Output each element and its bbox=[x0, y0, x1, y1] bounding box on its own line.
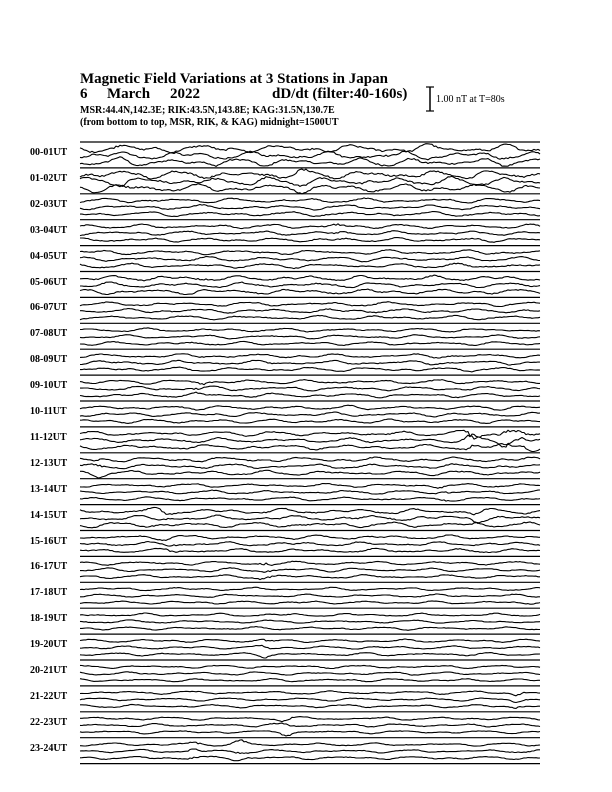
hour-panel-10-11UT bbox=[80, 401, 540, 423]
hour-panels bbox=[80, 142, 540, 764]
hour-panel-20-21UT bbox=[80, 660, 540, 682]
hour-label-17-18UT: 17-18UT bbox=[30, 587, 68, 599]
hour-label-12-13UT: 12-13UT bbox=[30, 457, 68, 469]
trace-RIK-16-17UT bbox=[80, 568, 540, 573]
hour-label-06-07UT: 06-07UT bbox=[30, 302, 68, 314]
trace-RIK-04-05UT bbox=[80, 257, 540, 262]
date-month: March bbox=[107, 86, 151, 102]
trace-MSR-19-20UT bbox=[80, 653, 540, 658]
trace-KAG-22-23UT bbox=[80, 717, 540, 722]
hour-panel-02-03UT bbox=[80, 194, 540, 217]
trace-MSR-20-21UT bbox=[80, 679, 540, 682]
trace-RIK-10-11UT bbox=[80, 412, 540, 417]
trace-KAG-06-07UT bbox=[80, 302, 540, 307]
trace-KAG-00-01UT bbox=[80, 144, 540, 153]
hour-label-03-04UT: 03-04UT bbox=[30, 224, 68, 236]
trace-KAG-09-10UT bbox=[80, 380, 540, 385]
hour-panel-22-23UT bbox=[80, 712, 540, 736]
trace-KAG-07-08UT bbox=[80, 328, 540, 332]
hour-panel-23-24UT bbox=[80, 738, 540, 761]
hour-label-01-02UT: 01-02UT bbox=[30, 172, 68, 184]
trace-RIK-00-01UT bbox=[80, 151, 540, 160]
trace-KAG-02-03UT bbox=[80, 198, 540, 203]
hour-label-15-16UT: 15-16UT bbox=[30, 535, 68, 547]
trace-RIK-15-16UT bbox=[80, 542, 540, 547]
scale-bar bbox=[426, 87, 434, 111]
trace-MSR-13-14UT bbox=[80, 497, 540, 501]
trace-KAG-15-16UT bbox=[80, 535, 540, 541]
trace-MSR-04-05UT bbox=[80, 263, 540, 269]
trace-KAG-05-06UT bbox=[80, 275, 540, 281]
trace-MSR-18-19UT bbox=[80, 627, 540, 631]
trace-MSR-16-17UT bbox=[80, 575, 540, 580]
trace-MSR-17-18UT bbox=[80, 601, 540, 604]
hour-panel-17-18UT bbox=[80, 582, 540, 604]
hour-label-19-20UT: 19-20UT bbox=[30, 639, 68, 651]
hour-label-10-11UT: 10-11UT bbox=[30, 406, 67, 417]
trace-KAG-19-20UT bbox=[80, 639, 540, 642]
trace-RIK-07-08UT bbox=[80, 335, 540, 339]
station-coordinates: MSR:44.4N,142.3E; RIK:43.5N,143.8E; KAG:31.5N,130.7E bbox=[80, 105, 335, 116]
trace-RIK-09-10UT bbox=[80, 386, 540, 391]
hour-panel-13-14UT bbox=[80, 479, 540, 501]
trace-MSR-15-16UT bbox=[80, 548, 540, 552]
hour-panel-04-05UT bbox=[80, 246, 540, 269]
hour-panel-16-17UT bbox=[80, 556, 540, 579]
date-day: 6 bbox=[80, 86, 88, 102]
hour-panel-15-16UT bbox=[80, 531, 540, 553]
hour-panel-14-15UT bbox=[80, 505, 540, 528]
trace-RIK-13-14UT bbox=[80, 490, 540, 494]
trace-RIK-05-06UT bbox=[80, 282, 540, 288]
station-order-note: (from bottom to top, MSR, RIK, & KAG) midnight=1500UT bbox=[80, 117, 339, 128]
trace-RIK-22-23UT bbox=[80, 723, 540, 727]
trace-KAG-16-17UT bbox=[80, 561, 540, 565]
trace-KAG-20-21UT bbox=[80, 665, 540, 668]
trace-RIK-02-03UT bbox=[80, 205, 540, 211]
hour-panel-11-12UT bbox=[80, 427, 540, 452]
trace-KAG-18-19UT bbox=[80, 613, 540, 616]
trace-KAG-10-11UT bbox=[80, 405, 540, 410]
hour-label-02-03UT: 02-03UT bbox=[30, 198, 68, 210]
scale-bar-label: 1.00 nT at T=80s bbox=[436, 94, 505, 105]
trace-RIK-08-09UT bbox=[80, 360, 540, 365]
hour-label-07-08UT: 07-08UT bbox=[30, 328, 68, 340]
trace-RIK-12-13UT bbox=[80, 464, 540, 469]
trace-MSR-03-04UT bbox=[80, 238, 540, 243]
date-year: 2022 bbox=[170, 86, 200, 102]
trace-MSR-05-06UT bbox=[80, 289, 540, 294]
trace-RIK-21-22UT bbox=[80, 698, 540, 702]
trace-RIK-06-07UT bbox=[80, 309, 540, 314]
hour-label-20-21UT: 20-21UT bbox=[30, 665, 68, 676]
trace-KAG-21-22UT bbox=[80, 691, 540, 696]
hour-panel-06-07UT bbox=[80, 297, 540, 319]
hour-panel-09-10UT bbox=[80, 375, 540, 398]
hour-label-21-22UT: 21-22UT bbox=[30, 690, 68, 702]
trace-MSR-09-10UT bbox=[80, 392, 540, 398]
trace-MSR-06-07UT bbox=[80, 315, 540, 319]
hour-label-04-05UT: 04-05UT bbox=[30, 250, 68, 262]
hour-panel-07-08UT bbox=[80, 323, 540, 345]
trace-RIK-18-19UT bbox=[80, 620, 540, 623]
trace-KAG-12-13UT bbox=[80, 457, 540, 462]
hour-panel-05-06UT bbox=[80, 272, 540, 295]
trace-RIK-14-15UT bbox=[80, 515, 540, 524]
trace-MSR-10-11UT bbox=[80, 419, 540, 423]
trace-MSR-21-22UT bbox=[80, 704, 540, 708]
trace-RIK-23-24UT bbox=[80, 749, 540, 754]
trace-RIK-03-04UT bbox=[80, 231, 540, 236]
trace-MSR-22-23UT bbox=[80, 731, 540, 736]
trace-MSR-08-09UT bbox=[80, 367, 540, 372]
trace-KAG-23-24UT bbox=[80, 740, 540, 746]
trace-KAG-14-15UT bbox=[80, 507, 540, 514]
trace-KAG-01-02UT bbox=[80, 169, 540, 179]
hour-label-05-06UT: 05-06UT bbox=[30, 276, 68, 288]
trace-KAG-13-14UT bbox=[80, 484, 540, 489]
quantity-label: dD/dt (filter:40-160s) bbox=[272, 86, 408, 102]
hour-label-09-10UT: 09-10UT bbox=[30, 380, 68, 392]
hour-panel-21-22UT bbox=[80, 686, 540, 709]
hour-panel-18-19UT bbox=[80, 608, 540, 630]
hour-label-18-19UT: 18-19UT bbox=[30, 613, 68, 625]
trace-MSR-07-08UT bbox=[80, 341, 540, 345]
hour-panel-08-09UT bbox=[80, 349, 540, 372]
hour-panel-01-02UT bbox=[80, 168, 540, 194]
hour-label-13-14UT: 13-14UT bbox=[30, 483, 68, 495]
hour-panel-19-20UT bbox=[80, 634, 540, 658]
trace-MSR-01-02UT bbox=[80, 184, 540, 194]
hour-panel-12-13UT bbox=[80, 453, 540, 478]
hour-label-14-15UT: 14-15UT bbox=[30, 509, 68, 521]
hour-panel-00-01UT bbox=[80, 142, 540, 166]
hour-label-11-12UT: 11-12UT bbox=[30, 431, 67, 443]
trace-RIK-19-20UT bbox=[80, 645, 540, 649]
hour-label-16-17UT: 16-17UT bbox=[30, 561, 68, 573]
trace-KAG-17-18UT bbox=[80, 587, 540, 590]
trace-RIK-17-18UT bbox=[80, 594, 540, 597]
trace-KAG-08-09UT bbox=[80, 354, 540, 358]
hour-label-00-01UT: 00-01UT bbox=[30, 147, 68, 158]
trace-MSR-11-12UT bbox=[80, 444, 540, 452]
chart-title: Magnetic Field Variations at 3 Stations in Japan bbox=[80, 71, 388, 87]
trace-RIK-20-21UT bbox=[80, 672, 540, 675]
trace-MSR-12-13UT bbox=[80, 470, 540, 478]
hour-label-23-24UT: 23-24UT bbox=[30, 742, 68, 754]
trace-MSR-23-24UT bbox=[80, 756, 540, 760]
hour-label-08-09UT: 08-09UT bbox=[30, 354, 68, 366]
trace-MSR-02-03UT bbox=[80, 212, 540, 217]
trace-KAG-04-05UT bbox=[80, 250, 540, 255]
hour-panel-03-04UT bbox=[80, 220, 540, 243]
hour-label-22-23UT: 22-23UT bbox=[30, 716, 68, 728]
trace-MSR-14-15UT bbox=[80, 522, 540, 528]
trace-KAG-03-04UT bbox=[80, 224, 540, 229]
